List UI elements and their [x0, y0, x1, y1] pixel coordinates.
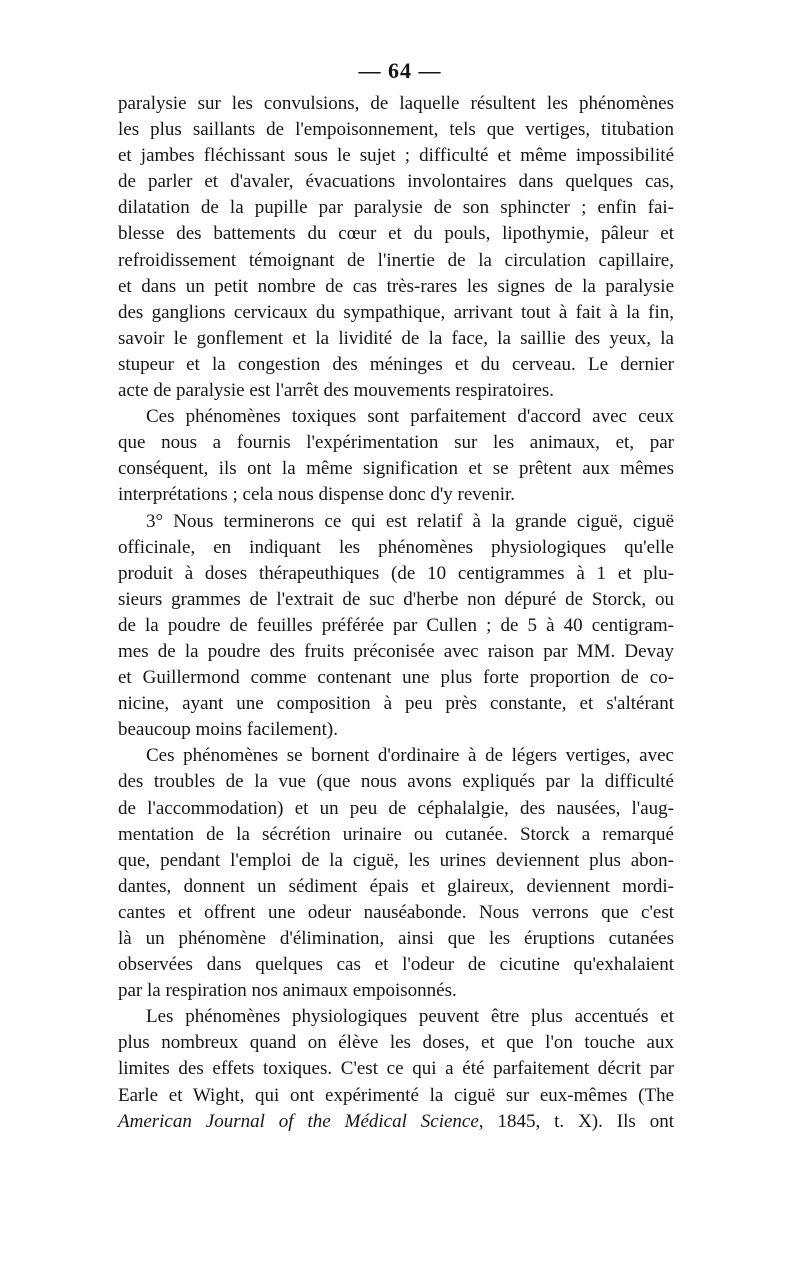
paragraph: [118, 1004, 674, 1134]
text-line: nicine, ayant une composition à peu près constante, et s'altérant: [118, 693, 674, 715]
text-line: dantes, donnent un sédiment épais et glaireux, deviennent mordi-: [118, 875, 674, 897]
page-number: — 64 —: [358, 58, 442, 83]
text-line: plus nombreux quand on élève les doses, et que l'on touche aux: [118, 1032, 674, 1054]
text-line: interprétations ; cela nous dispense donc d'y revenir.: [118, 484, 516, 506]
text-line: des ganglions cervicaux du sympathique, arrivant tout à fait à la fin,: [118, 301, 674, 323]
text-line: Ces phénomènes toxiques sont parfaitement d'accord avec ceux: [146, 406, 674, 428]
text-line: par la respiration nos animaux empoisonnés.: [118, 980, 457, 1002]
text-line: Les phénomènes physiologiques peuvent être plus accentués et: [146, 1006, 674, 1028]
body-text: [118, 91, 674, 1135]
text-line: refroidissement témoignant de l'inertie de la circulation capillaire,: [118, 249, 674, 271]
text-line: Earle et Wight, qui ont expérimenté la ciguë sur eux-mêmes (The: [118, 1084, 674, 1106]
text-line: produit à doses thérapeuthiques (de 10 centigrammes à 1 et plu-: [118, 562, 674, 584]
text-line: mes de la poudre des fruits préconisée avec raison par MM. Devay: [118, 640, 674, 662]
journal-title: American Journal of the Médical Science,: [118, 1110, 484, 1132]
text-line: officinale, en indiquant les phénomènes physiologiques qu'elle: [118, 536, 674, 558]
text-line: les plus saillants de l'empoisonnement, tels que vertiges, titubation: [118, 119, 674, 141]
text-line: beaucoup moins facilement).: [118, 719, 339, 741]
text-line: que nous a fournis l'expérimentation sur les animaux, et, par: [118, 432, 674, 454]
text-line: conséquent, ils ont la même signification et se prêtent aux mêmes: [118, 458, 674, 480]
text-line: des troubles de la vue (que nous avons expliqués par la difficulté: [118, 771, 674, 793]
text-line: Ces phénomènes se bornent d'ordinaire à de légers vertiges, avec: [146, 745, 674, 767]
text-line: et Guillermond comme contenant une plus forte proportion de co-: [118, 667, 674, 689]
text-line: cantes et offrent une odeur nauséabonde. Nous verrons que c'est: [118, 901, 674, 923]
text-line: de l'accommodation) et un peu de céphalalgie, des nausées, l'aug-: [118, 797, 674, 819]
text-line: blesse des battements du cœur et du pouls, lipothymie, pâleur et: [118, 223, 674, 245]
text-line: paralysie sur les convulsions, de laquelle résultent les phénomènes: [118, 93, 674, 114]
text-line: là un phénomène d'élimination, ainsi que les éruptions cutanées: [118, 928, 674, 949]
text-line: de la poudre de feuilles préférée par Cullen ; de 5 à 40 centigram-: [118, 614, 674, 636]
paragraph: [118, 91, 674, 404]
text-line: observées dans quelques cas et l'odeur de cicutine qu'exhalaient: [118, 954, 674, 976]
text-line: mentation de la sécrétion urinaire ou cutanée. Storck a remarqué: [118, 823, 674, 845]
text-line: et jambes fléchissant sous le sujet ; difficulté et même impossibilité: [118, 145, 674, 167]
text-line: et dans un petit nombre de cas très-rares les signes de la paralysie: [118, 275, 674, 297]
paragraph: [118, 743, 674, 1004]
text-line: acte de paralysie est l'arrêt des mouvements respiratoires.: [118, 380, 555, 402]
text-line: sieurs grammes de l'extrait de suc d'herbe non dépuré de Storck, ou: [118, 588, 674, 610]
text-line: de parler et d'avaler, évacuations involontaires dans quelques cas,: [118, 171, 674, 193]
text-line: que, pendant l'emploi de la ciguë, les urines deviennent plus abon-: [118, 849, 674, 871]
text-line: stupeur et la congestion des méninges et du cerveau. Le dernier: [118, 353, 674, 375]
text-line: dilatation de la pupille par paralysie de son sphincter ; enfin fai-: [118, 197, 674, 219]
paragraph: [118, 509, 674, 744]
text-line: 3° Nous terminerons ce qui est relatif à la grande ciguë, ciguë: [146, 510, 674, 532]
text-line: [118, 1109, 674, 1135]
text-line: limites des effets toxiques. C'est ce qui a été parfaitement décrit par: [118, 1058, 674, 1080]
citation-rest: 1845, t. X). Ils ont: [483, 1110, 674, 1132]
paragraph: [118, 404, 674, 508]
text-line: savoir le gonflement et la lividité de la face, la saillie des yeux, la: [118, 327, 674, 349]
